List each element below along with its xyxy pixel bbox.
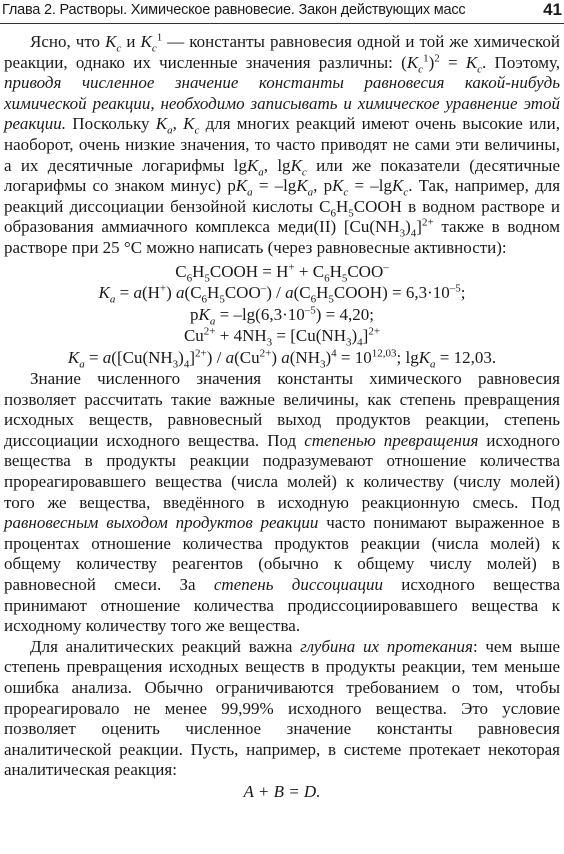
equation-pka-benzoic: $pK_a = -\lg(6,3\cdot 10^{-5}) = 4,20$; [190, 303, 374, 327]
header-divider [0, 23, 564, 24]
paragraph-2: Знание численного значения константы химического равновесия позволяет рассчитать такие важные величины, как степень превращения исходных веществ, равновесный выход продуктов реакции, степень диссоциации исходного вещества. Под степенью превращения исходного вещества в продукты реакции подразумевают отношение количества прореагировавшего вещества (числа молей) к количеству (числу молей) того же вещества, введённого в исходную реакционную смесь. Под равновесным выходом продуктов реакции часто понимают выраженное в процентах отношение количества продуктов реакции (числа молей) к общему количеству реагентов (обычно к общему числу молей) в равновесной смеси. За степень диссоциации исходного вещества принимают отношение количества продиссоциировавшего вещества к исходному количеству того же вещества. [4, 369, 561, 636]
equation-ka-copper: $K_a = a([Cu(NH_3)_4]^{2+}) / a(Cu^{2+}) a(NH_3)^4 = 10^{12,03}$; lgK$_a$ = 12,03. [67, 346, 497, 370]
equation-copper-complex: $Cu^{2+} + 4NH_3 = [Cu(NH_3)_4]^{2+}$ [183, 325, 381, 349]
paragraph-3: Для аналитических реакций важна глубина их протекания: чем выше степень превращения исходных веществ в продукты реакции, тем меньше ошибка анализа. Обычно ограничиваются требованием о том, чтобы прореагировало не менее 99,99% исходного вещества. Это условие позволяет оценить численное значение константы равновесия аналитической реакции. Пусть, например, в системе протекает некоторая аналитическая реакция: [4, 636, 561, 780]
chapter-title: Глава 2. Растворы. Химическое равновесие. Закон действующих масс [2, 2, 466, 18]
equation-analytical-reaction: A + B = D. [243, 781, 321, 801]
emphasis-text: приводя численное значение константы равновесия какой-нибудь химической реакции, необходимо записывать и химическое уравнение этой реакции. [4, 73, 560, 134]
page-body [4, 32, 560, 802]
paragraph-1: Ясно, что $K_c$ и $K_c^1$ — константы равновесия одной и той же химической реакции, однако их численные значения различны: $(K_c^1)^2 = K_c$. Поэтому, приводя численное значение константы равновесия какой-нибудь химической реакции, необходимо записывать и химическое уравнение этой реакции. Поскольку $K_a$, $K_c$ для многих реакций имеют очень высокие или, наоборот, очень низкие значения, то часто приводят не сами эти величины, а их десятичные логарифмы lgK$_a$, lgK$_c$ или же показатели (десятичные логарифмы со знаком минус) $pK_a = -\lg K_a$, $pK_c = -\lg K_c$. Так, например, для реакций диссоциации бензойной кислоты $C_6H_5COOH$ в водном растворе и образования аммиачного комплекса меди(II) $[Cu(NH_3)_4]^{2+}$ также в водном растворе при 25 °С можно написать (через равновесные активности): [4, 31, 561, 257]
page-number: 41 [543, 0, 562, 19]
equation-benzoic-dissociation: $C_6H_5COOH = H^+ + C_6H_5COO^-$ [175, 260, 389, 284]
equation-ka-benzoic: $K_a = a(H^+)$ $a(C_6H_5COO^-)$ / $a(C_6H_5COOH) = 6,3\cdot 10^{-5}$; [98, 282, 466, 306]
page-header [0, 0, 564, 24]
